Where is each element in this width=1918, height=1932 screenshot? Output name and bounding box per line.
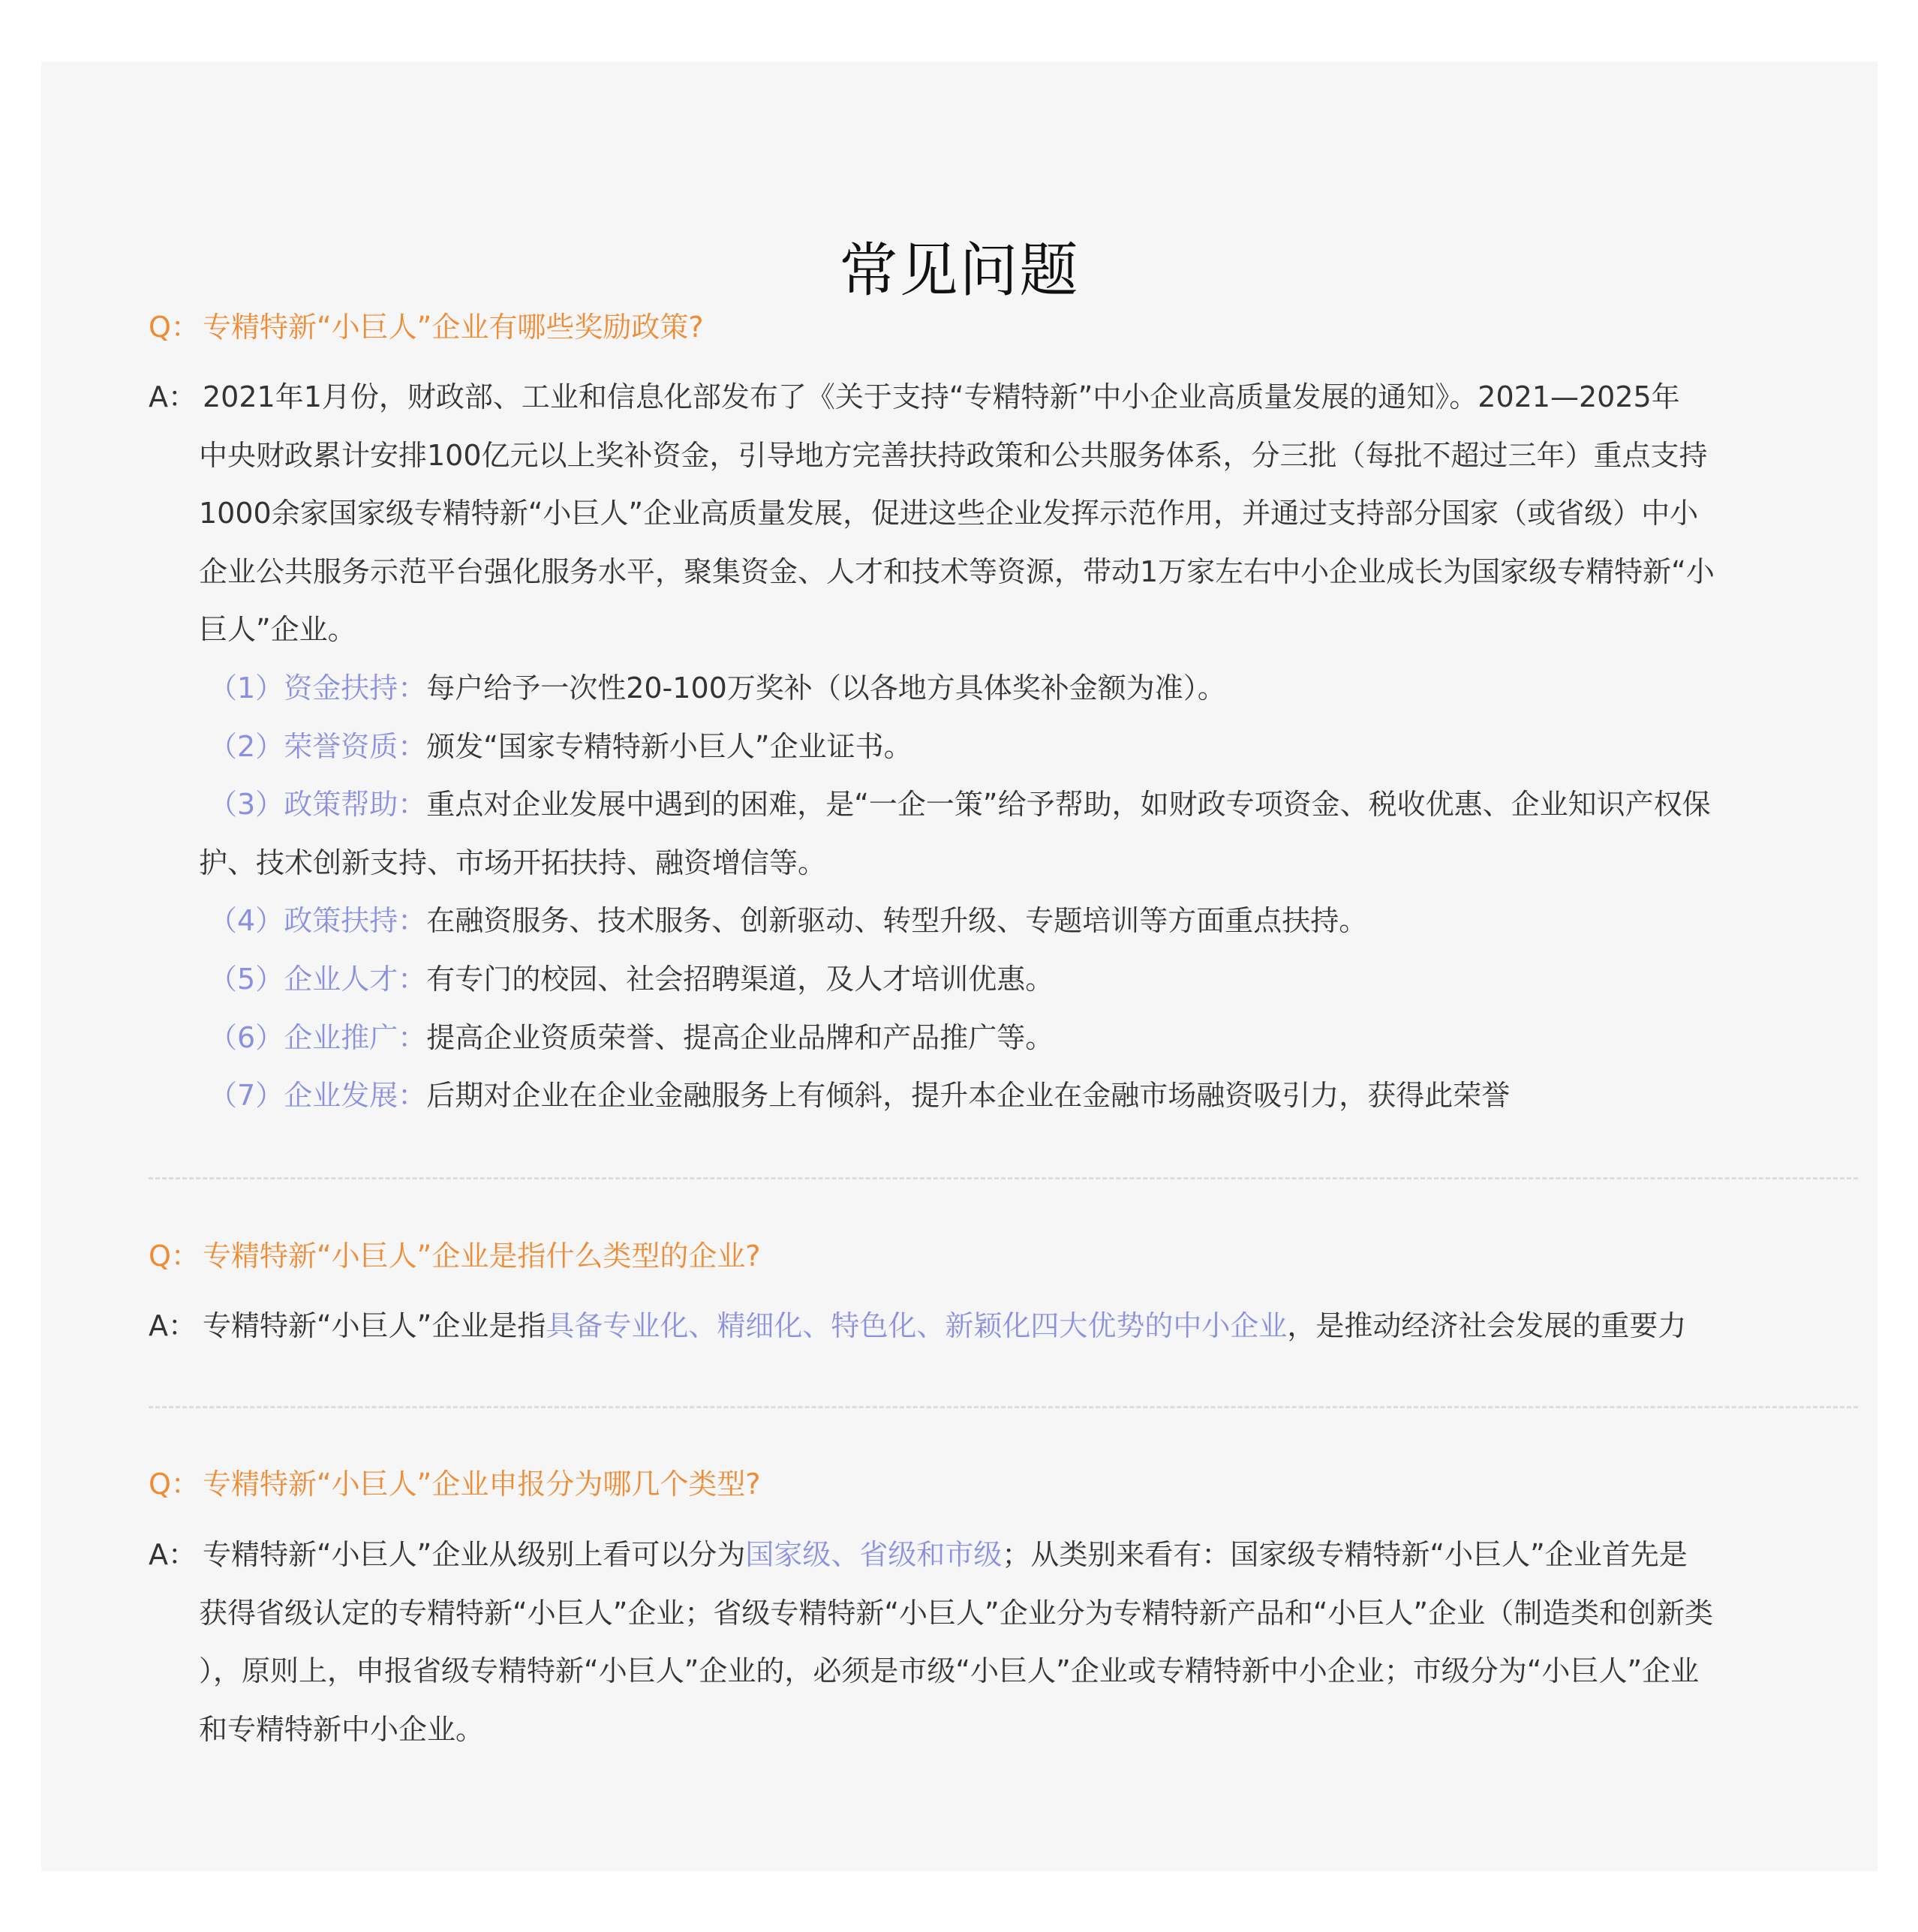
answer-line: ），原则上，申报省级专精特新“小巨人”企业的，必须是市级“小巨人”企业或专精特新中小企业；市级分为“小巨人”企业: [199, 1654, 1700, 1688]
answer-line: 和专精特新中小企业。: [199, 1712, 485, 1746]
list-item-text: 提高企业资质荣誉、提高企业品牌和产品推广等。: [426, 1020, 1054, 1054]
list-item-number: （4）: [209, 904, 284, 938]
dashed-divider: [149, 1177, 1858, 1179]
question-text: 专精特新“小巨人”企业是指什么类型的企业?: [203, 1239, 761, 1272]
list-item-number: （1）: [209, 671, 284, 705]
faq-answer-3: [149, 1526, 1867, 1759]
answer-text: 专精特新“小巨人”企业从级别上看可以分为: [203, 1538, 746, 1571]
question-text: 专精特新“小巨人”企业申报分为哪几个类型?: [203, 1468, 761, 1501]
dashed-divider: [149, 1406, 1858, 1408]
question-text: 专精特新“小巨人”企业有哪些奖励政策?: [203, 311, 704, 344]
question-prefix: Q：: [149, 311, 200, 344]
question-prefix: Q：: [149, 1239, 200, 1272]
faq-question-2: [149, 1227, 1867, 1286]
list-item-6: [149, 1009, 1867, 1068]
faq-answer-2: [149, 1297, 1867, 1356]
list-item-label: 企业发展：: [284, 1079, 427, 1113]
list-item-7: [149, 1067, 1867, 1125]
answer-highlight: 国家级、省级和市级: [745, 1538, 1003, 1571]
list-item-text: 在融资服务、技术服务、创新驱动、转型升级、专题培训等方面重点扶持。: [426, 904, 1368, 938]
answer-prefix: A：: [149, 1538, 197, 1571]
answer-line: 2021年1月份，财政部、工业和信息化部发布了《关于支持“专精特新”中小企业高质量发展的通知》。2021—2025年: [203, 380, 1680, 413]
answer-line: 1000余家国家级专精特新“小巨人”企业高质量发展，促进这些企业发挥示范作用，并通过支持部分国家（或省级）中小: [199, 497, 1699, 530]
list-item-2: [149, 718, 1867, 777]
list-item-label: 政策扶持：: [284, 904, 427, 938]
list-item-text: 颁发“国家专精特新小巨人”企业证书。: [426, 729, 912, 763]
answer-line: 企业公共服务示范平台强化服务水平，聚集资金、人才和技术等资源，带动1万家左右中小企业成长为国家级专精特新“小: [199, 554, 1715, 588]
list-item-3-continuation: 护、技术创新支持、市场开拓扶持、融资增信等。: [199, 846, 827, 879]
list-item-text: 每户给予一次性20-100万奖补（以各地方具体奖补金额为准）。: [426, 671, 1226, 705]
list-item-number: （2）: [209, 729, 284, 763]
list-item-label: 荣誉资质：: [284, 729, 427, 763]
list-item-3: [149, 776, 1867, 834]
list-item-5: [149, 951, 1867, 1009]
answer-text: ；从类别来看有：国家级专精特新“小巨人”企业首先是: [1002, 1538, 1688, 1571]
list-item-text: 有专门的校园、社会招聘渠道，及人才培训优惠。: [426, 962, 1054, 996]
answer-text: ，是推动经济社会发展的重要力: [1287, 1309, 1687, 1342]
faq-answer-1: [149, 368, 1867, 1125]
page-title: 常见问题: [839, 237, 1080, 305]
list-item-number: （7）: [209, 1079, 284, 1113]
answer-line: 中央财政累计安排100亿元以上奖补资金，引导地方完善扶持政策和公共服务体系，分三批（每批不超过三年）重点支持: [199, 438, 1708, 472]
answer-prefix: A：: [149, 380, 197, 413]
list-item-text: 重点对企业发展中遇到的困难，是“一企一策”给予帮助，如财政专项资金、税收优惠、企业知识产权保: [426, 788, 1711, 822]
list-item-label: 资金扶持：: [284, 671, 427, 705]
faq-question-3: [149, 1456, 1867, 1514]
faq-panel: [41, 62, 1877, 1871]
list-item-label: 企业推广：: [284, 1020, 427, 1054]
list-item-number: （3）: [209, 788, 284, 822]
list-item-label: 政策帮助：: [284, 788, 427, 822]
answer-line: 获得省级认定的专精特新“小巨人”企业；省级专精特新“小巨人”企业分为专精特新产品和“小巨人”企业（制造类和创新类: [199, 1596, 1714, 1630]
question-prefix: Q：: [149, 1468, 200, 1501]
list-item-4: [149, 892, 1867, 951]
answer-text: 专精特新“小巨人”企业是指: [203, 1309, 546, 1342]
list-item-number: （5）: [209, 962, 284, 996]
faq-question-1: [149, 299, 1867, 357]
list-item-number: （6）: [209, 1020, 284, 1054]
answer-highlight: 具备专业化、精细化、特色化、新颖化四大优势的中小企业: [546, 1309, 1288, 1342]
list-item-1: [149, 660, 1867, 718]
list-item-label: 企业人才：: [284, 962, 427, 996]
answer-prefix: A：: [149, 1309, 197, 1342]
answer-line: 巨人”企业。: [199, 613, 356, 647]
list-item-text: 后期对企业在企业金融服务上有倾斜，提升本企业在金融市场融资吸引力，获得此荣誉: [426, 1079, 1511, 1113]
